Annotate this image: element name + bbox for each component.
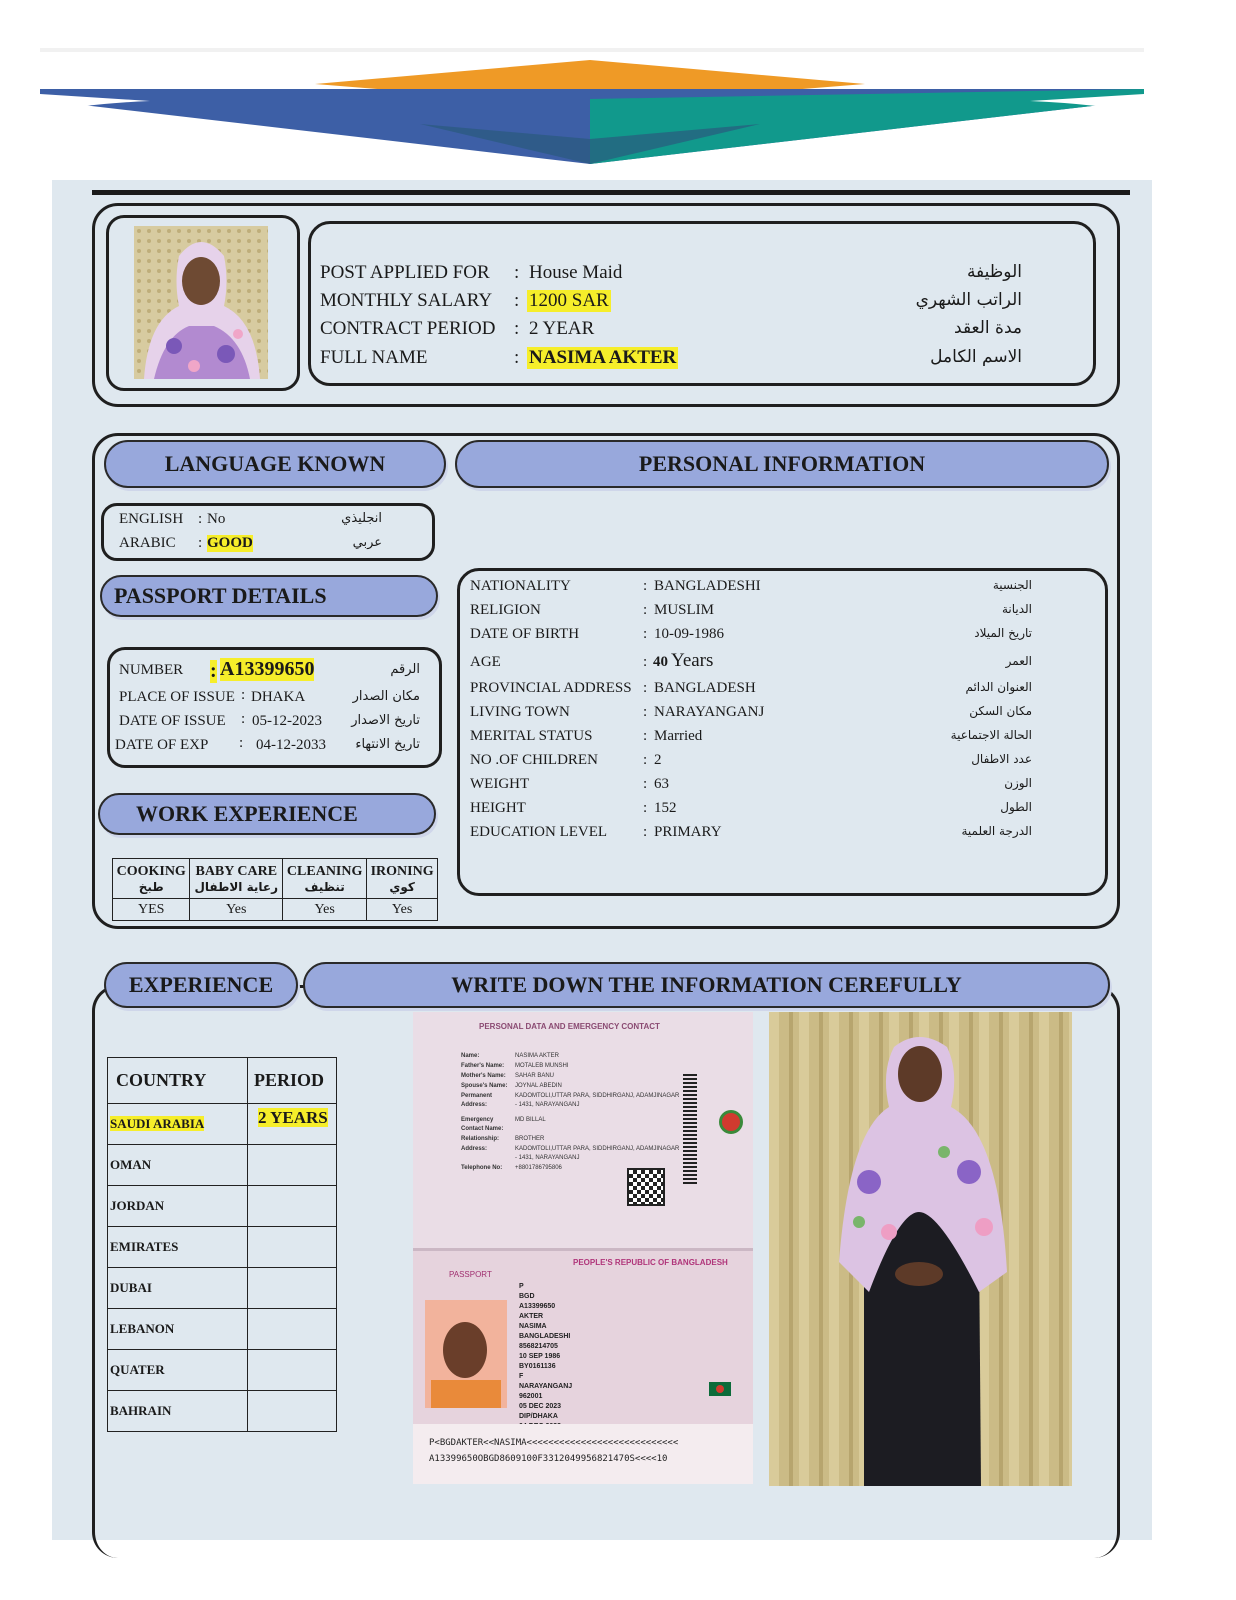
work-skill-value: Yes [367,899,438,921]
application-field-value: 2 YEAR [529,318,595,339]
personal-field-value: 152 [654,800,677,816]
scan-field-value: KADOMTOLI,UTTAR PARA, SIDDHIRGANJ, ADAMJINAGAR - 1431, NARAYANGANJ [515,1146,680,1161]
personal-field-label: LIVING TOWN [470,704,570,720]
personal-field-label: NO .OF CHILDREN [470,752,598,768]
scan-data-issue-date: 05 DEC 2023 [519,1403,562,1410]
application-field-label: MONTHLY SALARY [320,290,493,311]
application-field-arabic: الاسم الكامل [930,347,1022,367]
passport-field-value: A13399650 [220,658,315,680]
flag-icon [709,1382,731,1396]
colon: : [241,687,246,703]
passport-field-value: 04-12-2033 [256,737,326,753]
colon: : [198,511,203,527]
personal-field-arabic: تاريخ الميلاد [974,626,1032,640]
scan-field-key: Father's Name: [461,1063,505,1069]
scan-data-surname: AKTER [519,1313,544,1320]
scan-data-code: BGD [519,1293,535,1300]
work-skill-header [113,859,190,899]
experience-row [108,1227,337,1268]
application-field-label: CONTRACT PERIOD [320,318,496,339]
work-skill-header [283,859,367,899]
application-field-arabic: مدة العقد [954,318,1022,338]
personal-field-arabic: الطول [1000,800,1032,814]
passport-field-arabic: تاريخ الاصدار [351,713,420,728]
scan-field [461,1062,681,1071]
work-skill-value: Yes [190,899,283,921]
colon: : [514,290,520,311]
personal-field-label: WEIGHT [470,776,530,792]
colon: : [514,318,520,339]
experience-country-name: LEBANON [110,1321,175,1336]
passport-details-header: PASSPORT DETAILS [100,575,438,617]
work-skill-arabic: كوي [389,879,415,894]
experience-country [108,1268,248,1309]
personal-field-value: Married [654,728,703,744]
work-skill-name: IRONING [370,863,434,879]
colon: : [643,752,648,768]
experience-period-value: 2 YEARS [258,1108,328,1127]
personal-field-label: MERITAL STATUS [470,728,593,744]
personal-information-header: PERSONAL INFORMATION [455,440,1109,488]
personal-field-arabic: الجنسية [992,578,1032,592]
experience-row [108,1104,337,1145]
scan-data-dob: 10 SEP 1986 [519,1353,561,1360]
work-skill-value: Yes [283,899,367,921]
personal-field-label: EDUCATION LEVEL [470,824,608,840]
language-arabic: انجليذي [341,511,382,526]
scan-field [461,1135,681,1144]
scan-field [461,1082,681,1091]
experience-country [108,1391,248,1432]
scan-data-nationality: BANGLADESHI [519,1333,571,1340]
colon: : [643,704,648,720]
colon: : [643,626,648,642]
work-skill-arabic: تنظيف [304,879,345,894]
personal-field-value: MUSLIM [654,602,715,618]
application-field-arabic: الراتب الشهري [915,290,1022,310]
scan-field-value: MD BILLAL [515,1117,546,1123]
experience-country [108,1145,248,1186]
personal-field-label: NATIONALITY [470,578,571,594]
write-carefully-banner: WRITE DOWN THE INFORMATION CEREFULLY [303,962,1110,1008]
personal-field-label: PROVINCIAL ADDRESS [470,680,632,696]
work-skill-name: BABY CARE [195,863,278,879]
colon: : [643,654,648,670]
personal-field-arabic: مكان السكن [969,704,1032,718]
personal-field-arabic: الوزن [1004,776,1032,790]
personal-age-number: 40 [653,654,668,670]
colon: : [643,680,648,696]
passport-country-header: PEOPLE'S REPUBLIC OF BANGLADESH [573,1258,728,1267]
experience-row [108,1186,337,1227]
scan-field-key: Emergency Contact Name: [461,1117,504,1132]
work-skill-arabic: رعاية الاطفال [194,879,278,894]
scan-field-value: SAHAR BANU [515,1073,555,1079]
experience-row [108,1350,337,1391]
application-field-value: 1200 SAR [529,290,609,311]
experience-row [108,1391,337,1432]
scan-data-prev-passport: BY0161136 [519,1363,556,1370]
experience-row [108,1309,337,1350]
experience-country-name: SAUDI ARABIA [110,1116,205,1131]
colon: : [643,776,648,792]
experience-row [108,1145,337,1186]
scan-field-value: JOYNAL ABEDIN [515,1083,562,1089]
barcode [683,1074,697,1184]
scan-field [461,1052,681,1061]
top-divider [92,190,1130,195]
work-experience-header: WORK EXPERIENCE [98,793,436,835]
personal-field-label: RELIGION [470,602,541,618]
qr-code [627,1168,665,1206]
scan-field [461,1116,681,1134]
personal-age-unit: Years [671,650,714,671]
experience-country-name: QUATER [110,1362,165,1377]
candidate-photo [134,226,268,379]
work-skill-value: YES [113,899,190,921]
colon: : [198,535,203,551]
colon: : [643,728,648,744]
personal-field-arabic: الديانة [1001,602,1032,616]
scan-field-key: Telephone No: [461,1165,503,1171]
language-label: ARABIC [119,535,176,551]
scan-data-type: P [519,1283,524,1290]
personal-field-value: PRIMARY [654,824,722,840]
passport-scan-page-title: PERSONAL DATA AND EMERGENCY CONTACT [479,1022,660,1031]
work-experience-table [112,858,438,921]
experience-country [108,1104,248,1145]
work-skill-header [190,859,283,899]
experience-header: EXPERIENCE [104,962,298,1008]
experience-country [108,1186,248,1227]
experience-country [108,1227,248,1268]
personal-field-label: DATE OF BIRTH [470,626,580,642]
colon: : [643,578,648,594]
experience-country [108,1309,248,1350]
application-field-arabic: الوظيفة [966,262,1022,282]
mrz-line-2: A13399650OBGD8609100F3312049956821470S<<<<10 [429,1454,668,1464]
passport-field-value: 05-12-2023 [252,713,322,729]
work-skill-arabic: طبخ [138,879,164,894]
personal-field-value: 2 [654,752,662,768]
personal-field-value: BANGLADESHI [654,578,761,594]
full-body-photo [769,1012,1072,1486]
scan-field-value: NASIMA AKTER [515,1053,560,1059]
scan-field-key: Name: [461,1053,480,1059]
experience-period [248,1145,337,1186]
experience-table [107,1057,337,1432]
work-skill-name: CLEANING [286,863,363,879]
passport-field-arabic: مكان الصدار [352,689,420,704]
passport-field-arabic: تاريخ الانتهاء [355,737,420,752]
mrz-line-1: P<BGDAKTER<<NASIMA<<<<<<<<<<<<<<<<<<<<<<<<<<<< [429,1438,679,1448]
personal-field-label: HEIGHT [470,800,526,816]
application-field-label: FULL NAME [320,347,428,368]
application-field-value: NASIMA AKTER [529,347,677,368]
personal-field-value: 10-09-1986 [654,626,724,642]
personal-field-arabic: الحالة الاجتماعية [950,728,1032,742]
passport-field-value: DHAKA [251,689,306,705]
personal-field-value: 63 [654,776,669,792]
scan-field [461,1145,681,1163]
emblem-icon [719,1110,743,1134]
language-known-header: LANGUAGE KNOWN [104,440,446,488]
experience-period [248,1227,337,1268]
scan-field-key: Mother's Name: [461,1073,506,1079]
experience-period [248,1104,337,1145]
language-arabic: عربي [352,535,382,550]
scan-field-value: +8801786795806 [515,1165,562,1171]
experience-period [248,1350,337,1391]
colon: : [514,347,520,368]
language-label: ENGLISH [119,511,184,527]
passport-field-label: DATE OF EXP [115,737,209,753]
passport-field-label: NUMBER [119,662,184,678]
experience-period [248,1268,337,1309]
language-value: GOOD [207,535,253,551]
passport-word: PASSPORT [449,1270,492,1279]
experience-period [248,1309,337,1350]
scan-field-key: Address: [461,1146,488,1152]
scan-data-reg: 962001 [519,1393,543,1400]
scan-data-personal-no: 8568214705 [519,1343,558,1350]
personal-field-arabic: العنوان الدائم [965,680,1032,694]
experience-period [248,1186,337,1227]
header-banner [40,44,1150,179]
colon: : [643,824,648,840]
scan-data-sex: F [519,1373,524,1380]
scan-data-number: A13399650 [519,1303,556,1310]
scan-field-key: Permanent Address: [461,1093,493,1108]
period-column-header: PERIOD [248,1058,337,1104]
passport-field-label: PLACE OF ISSUE [119,689,235,705]
passport-field-label: DATE OF ISSUE [119,713,226,729]
scan-field-key: Relationship: [461,1136,500,1142]
experience-country [108,1350,248,1391]
experience-row [108,1268,337,1309]
country-column-header: COUNTRY [108,1058,248,1104]
scan-field-value: KADOMTOLI,UTTAR PARA, SIDDHIRGANJ, ADAMJINAGAR - 1431, NARAYANGANJ [515,1093,680,1108]
personal-field-value: NARAYANGANJ [654,704,765,720]
experience-country-name: OMAN [110,1157,152,1172]
colon: : [643,602,648,618]
scan-field-key: Spouse's Name: [461,1083,508,1089]
scan-field [461,1092,681,1110]
personal-field-arabic: عدد الاطفال [971,752,1032,766]
experience-country-name: EMIRATES [110,1239,179,1254]
scan-field-value: BROTHER [515,1136,545,1142]
experience-country-name: BAHRAIN [110,1403,172,1418]
application-field-value: House Maid [529,262,623,283]
experience-country-name: DUBAI [110,1280,152,1295]
scan-data-place-of-birth: NARAYANGANJ [519,1383,573,1390]
colon: : [643,800,648,816]
scan-data-authority: DIP/DHAKA [519,1413,558,1420]
work-skill-name: COOKING [116,863,186,879]
colon: : [514,262,520,283]
colon: : [210,660,217,682]
personal-field-value: BANGLADESH [654,680,756,696]
personal-field-arabic: العمر [1005,654,1032,668]
experience-country-name: JORDAN [110,1198,165,1213]
colon: : [239,735,244,751]
work-skill-header [367,859,438,899]
personal-field-arabic: الدرجة العلمية [961,824,1032,838]
experience-period [248,1391,337,1432]
scan-field-value: MOTALEB MUNSHI [515,1063,569,1069]
application-field-label: POST APPLIED FOR [320,262,490,283]
passport-field-arabic: الرقم [390,662,420,677]
passport-holder-photo [425,1300,507,1408]
scan-data-given: NASIMA [519,1323,547,1330]
colon: : [241,711,246,727]
language-value: No [207,511,226,527]
passport-scan-image [413,1012,753,1484]
scan-field [461,1072,681,1081]
personal-field-label: AGE [470,654,501,670]
